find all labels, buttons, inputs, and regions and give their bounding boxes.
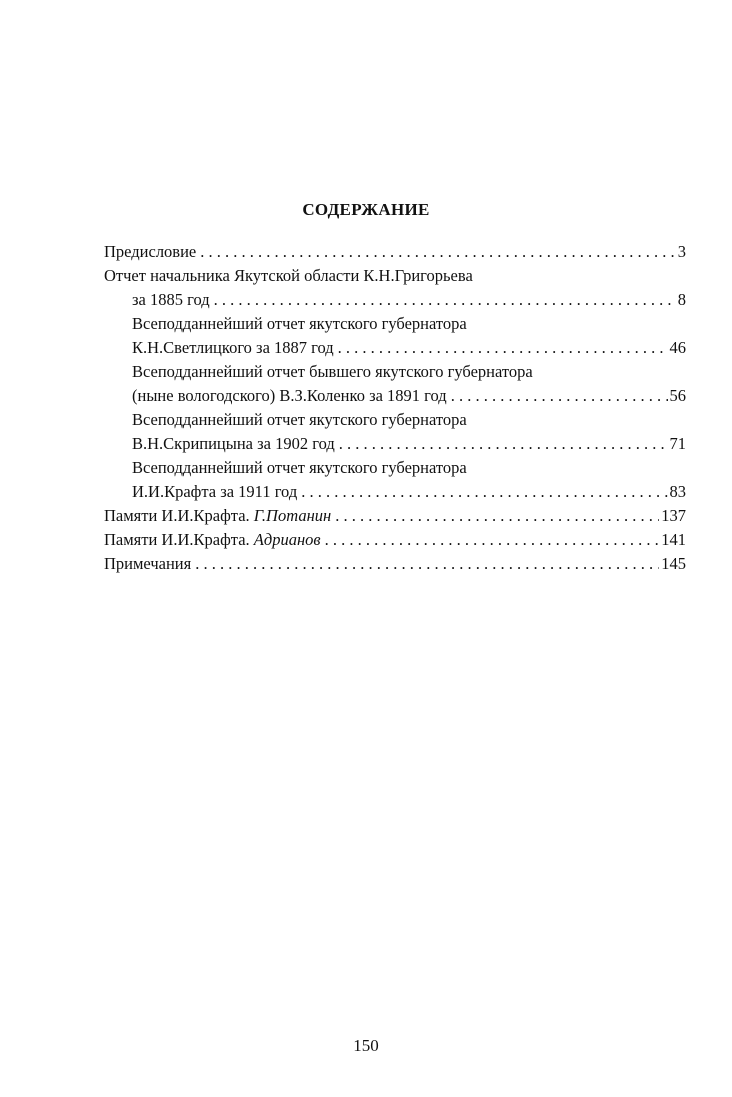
toc-entry [104, 432, 686, 456]
toc-entry [104, 552, 686, 576]
toc-entry-text: за 1885 год [132, 290, 210, 309]
toc-entry-text: (ныне вологодского) В.З.Коленко за 1891 год [132, 386, 447, 405]
toc-entry-text: Памяти И.И.Крафта. Г.Потанин [104, 506, 332, 525]
toc-entry-text: Отчет начальника Якутской области К.Н.Григорьева [104, 266, 473, 285]
toc-page-number: 71 [669, 434, 686, 453]
dot-leader [214, 288, 676, 312]
toc-entry-text: Всеподданнейший отчет якутского губернатора [132, 314, 467, 333]
dot-leader [335, 504, 659, 528]
dot-leader [338, 336, 668, 360]
toc-entry [104, 456, 686, 480]
toc-entry [104, 504, 686, 528]
toc-page-number: 8 [677, 290, 686, 309]
toc-entry-text: Памяти И.И.Крафта. Адрианов [104, 530, 321, 549]
toc-entry [104, 360, 686, 384]
toc-entry-author: Адрианов [253, 530, 321, 549]
toc-page-number: 145 [661, 554, 686, 573]
toc-entry-text: В.Н.Скрипицына за 1902 год [132, 434, 335, 453]
toc-page-number: 3 [677, 242, 686, 261]
dot-leader [200, 240, 676, 264]
toc-entry-text: Всеподданнейший отчет бывшего якутского губернатора [132, 362, 533, 381]
toc-entry [104, 288, 686, 312]
toc-entry [104, 336, 686, 360]
toc-entry [104, 264, 686, 288]
toc-entry [104, 408, 686, 432]
toc-entry-text: К.Н.Светлицкого за 1887 год [132, 338, 334, 357]
toc-entry-author: Г.Потанин [253, 506, 332, 525]
toc-page-number: 137 [661, 506, 686, 525]
toc-entry [104, 384, 686, 408]
dot-leader [325, 528, 660, 552]
toc-entry-text: Примечания [104, 554, 192, 573]
toc-page-number: 46 [669, 338, 686, 357]
toc-entry [104, 480, 686, 504]
toc-entry [104, 312, 686, 336]
dot-leader [339, 432, 668, 456]
toc-entry-text: Всеподданнейший отчет якутского губернатора [132, 410, 467, 429]
toc-page-number: 56 [669, 386, 686, 405]
dot-leader [301, 480, 667, 504]
dot-leader [195, 552, 659, 576]
dot-leader [451, 384, 668, 408]
page-title: СОДЕРЖАНИЕ [302, 200, 430, 219]
toc-page-number: 141 [661, 530, 686, 549]
toc-entry-text: Предисловие [104, 242, 197, 261]
table-of-contents [104, 240, 686, 576]
toc-entry [104, 240, 686, 264]
page-number: 150 [353, 1036, 379, 1055]
toc-entry-text: И.И.Крафта за 1911 год [132, 482, 298, 501]
toc-page-number: 83 [669, 482, 686, 501]
toc-entry-text: Всеподданнейший отчет якутского губернатора [132, 458, 467, 477]
toc-entry [104, 528, 686, 552]
